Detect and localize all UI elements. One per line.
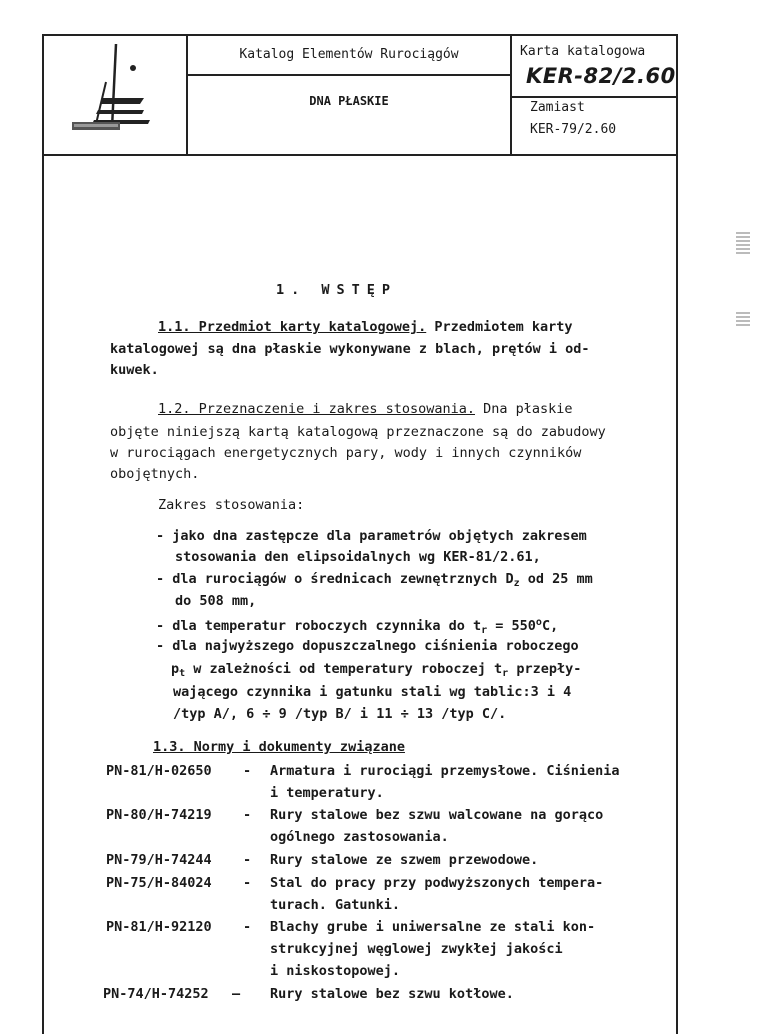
card-number-cell [512, 36, 676, 154]
norm-description: Rury stalowe bez szwu kotłowe. [270, 986, 514, 1002]
norm-description: Armatura i rurociągi przemysłowe. Ciśnienia [270, 763, 620, 779]
bullet-text: - dla temperatur roboczych czynnika do t [156, 618, 482, 634]
card-header [44, 36, 676, 156]
bullet-item [156, 618, 558, 636]
subsection-1-3-title: 1.3. Normy i dokumenty związane [153, 739, 405, 755]
paragraph-line: w rurociągach energetycznych pary, wody i innych czynników [110, 445, 582, 461]
norm-description: Rury stalowe ze szwem przewodowe. [270, 852, 539, 868]
subscript: r [481, 625, 488, 636]
norm-dash: — [232, 986, 241, 1002]
card-label: Karta katalogowa [520, 44, 646, 59]
bullet-item: /typ A/, 6 ÷ 9 /typ B/ i 11 ÷ 13 /typ C/. [173, 706, 507, 722]
bullet-text: C, [541, 618, 559, 634]
norm-code: PN-75/H-84024 [106, 875, 212, 891]
bullet-text: przepły- [508, 661, 582, 677]
norm-code: PN-81/H-02650 [106, 763, 212, 779]
bullet-item: do 508 mm, [175, 593, 257, 609]
norm-description: i niskostopowej. [270, 963, 401, 979]
subscript: r [502, 668, 509, 679]
bullet-item [156, 573, 593, 589]
logo-cell [44, 36, 188, 154]
scan-artifact [736, 232, 750, 254]
norm-dash: - [243, 919, 252, 935]
norm-dash: - [243, 807, 252, 823]
norm-description: strukcyjnej węglowej zwykłej jakości [270, 941, 563, 957]
subsection-1-2-title: 1.2. Przeznaczenie i zakres stosowania. [158, 401, 475, 417]
paragraph-line: katalogowej są dna płaskie wykonywane z blach, prętów i od- [110, 341, 590, 357]
bullet-item: - dla najwyższego dopuszczalnego ciśnienia roboczego [156, 638, 579, 654]
bullet-item: wającego czynnika i gatunku stali wg tablic:3 i 4 [173, 684, 572, 700]
norm-description: Stal do pracy przy podwyższonych tempera- [270, 875, 604, 891]
bullet-text: od 25 mm [519, 571, 593, 587]
norm-code: PN-81/H-92120 [106, 919, 212, 935]
norm-dash: - [243, 852, 252, 868]
norm-code: PN-80/H-74219 [106, 807, 212, 823]
norm-code: PN-79/H-74244 [106, 852, 212, 868]
subsection-1-1 [158, 321, 573, 335]
paragraph-line: Przedmiotem karty [434, 319, 573, 335]
subscript: t [179, 668, 186, 679]
norm-dash: - [243, 875, 252, 891]
bullet-text: p [171, 661, 180, 677]
paragraph-line: objęte niniejszą kartą katalogową przeznaczone są do zabudowy [110, 424, 606, 440]
section-heading: 1. WSTĘP [276, 282, 398, 298]
catalog-title: Katalog Elementów Rurociągów [188, 36, 510, 76]
card-code: KER-82/2.60 [526, 64, 676, 88]
replaces-code: KER-79/2.60 [530, 122, 617, 137]
bullet-text: = 550 [487, 618, 536, 634]
superscript: o [535, 617, 542, 628]
scope-label: Zakres stosowania: [158, 497, 305, 513]
norm-code: PN-74/H-74252 [103, 986, 209, 1002]
bullet-item: stosowania den elipsoidalnych wg KER-81/2.61, [175, 549, 541, 565]
bullet-text: - dla rurociągów o średnicach zewnętrznych D [156, 571, 514, 587]
norm-description: i temperatury. [270, 785, 384, 801]
replaces-label: Zamiast [530, 100, 585, 115]
subsection-1-2 [158, 403, 573, 417]
norm-description: Blachy grube i uniwersalne ze stali kon- [270, 919, 596, 935]
subsection-1-1-title: 1.1. Przedmiot karty katalogowej. [158, 319, 427, 335]
paragraph-line: obojętnych. [110, 466, 200, 482]
bullet-text: w zależności od temperatury roboczej t [185, 661, 503, 677]
bullet-item [171, 663, 581, 679]
paragraph-line: Dna płaskie [483, 401, 573, 417]
title-cell [188, 36, 512, 154]
element-title: DNA PŁASKIE [309, 94, 389, 108]
paragraph-line: kuwek. [110, 362, 159, 378]
bullet-item: - jako dna zastępcze dla parametrów objętych zakresem [156, 528, 587, 544]
norm-description: ogólnego zastosowania. [270, 829, 449, 845]
scan-artifact [736, 312, 750, 326]
norm-dash: - [243, 763, 252, 779]
norm-description: turach. Gatunki. [270, 897, 401, 913]
company-logo-icon [44, 36, 186, 154]
norm-description: Rury stalowe bez szwu walcowane na gorąco [270, 807, 604, 823]
subscript: z [513, 578, 520, 589]
